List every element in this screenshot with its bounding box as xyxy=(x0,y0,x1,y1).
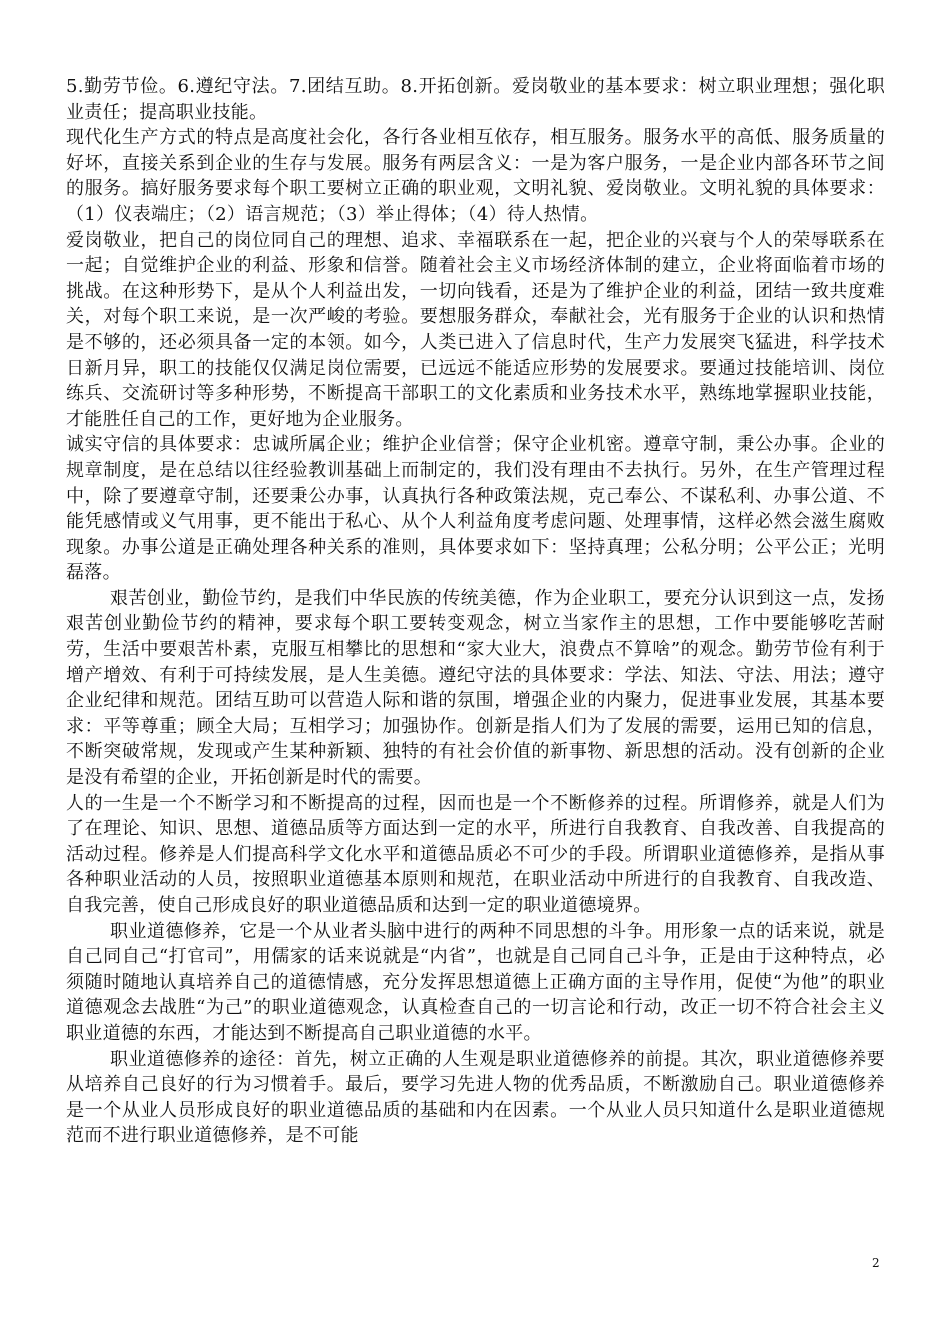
paragraph-3: 爱岗敬业，把自己的岗位同自己的理想、追求、幸福联系在一起，把企业的兴衰与个人的荣辱联系在一起；自觉维护企业的利益、形象和信誉。随着社会主义市场经济体制的建立，企业将面临着市场的挑战。在这种形势下，是从个人利益出发，一切向钱看，还是为了维护企业的利益，团结一致共度难关，对每个职工来说，是一次严峻的考验。要想服务群众，奉献社会，光有服务于企业的认识和热情是不够的，还必须具备一定的本领。如今，人类已进入了信息时代，生产力发展突飞猛进，科学技术日新月异，职工的技能仅仅满足岗位需要，已远远不能适应形势的发展要求。要通过技能培训、岗位练兵、交流研讨等多种形势，不断提高干部职工的文化素质和业务技术水平，熟练地掌握职业技能，才能胜任自己的工作，更好地为企业服务。 xyxy=(66,229,885,430)
paragraph-6: 人的一生是一个不断学习和不断提高的过程，因而也是一个不断修养的过程。所谓修养，就是人们为了在理论、知识、思想、道德品质等方面达到一定的水平，所进行自我教育、自我改善、自我提高的活动过程。修养是人们提高科学文化水平和道德品质必不可少的手段。所谓职业道德修养，是指从事各种职业活动的人员，按照职业道德基本原则和规范，在职业活动中所进行的自我教育、自我改造、自我完善，使自己形成良好的职业道德品质和达到一定的职业道德境界。 xyxy=(66,792,885,916)
document-page xyxy=(66,74,885,1149)
paragraph-1: 5.勤劳节俭。6.遵纪守法。7.团结互助。8.开拓创新。爱岗敬业的基本要求：树立职业理想；强化职业责任；提高职业技能。 xyxy=(66,76,885,123)
paragraph-8: 职业道德修养的途径：首先，树立正确的人生观是职业道德修养的前提。其次，职业道德修养要从培养自己良好的行为习惯着手。最后，要学习先进人物的优秀品质，不断激励自己。职业道德修养是一个从业人员形成良好的职业道德品质的基础和内在因素。一个从业人员只知道什么是职业道德规范而不进行职业道德修养，是不可能 xyxy=(66,1048,885,1147)
paragraph-7: 职业道德修养，它是一个从业者头脑中进行的两种不同思想的斗争。用形象一点的话来说，就是自己同自己“打官司”，用儒家的话来说就是“内省”，也就是自己同自己斗争，正是由于这种特点，必须随时随地认真培养自己的道德情感，充分发挥思想道德上正确方面的主导作用，促使“为他”的职业道德观念去战胜“为己”的职业道德观念，认真检查自己的一切言论和行动，改正一切不符合社会主义职业道德的东西，才能达到不断提高自己职业道德的水平。 xyxy=(66,920,885,1044)
paragraph-5: 艰苦创业，勤俭节约，是我们中华民族的传统美德，作为企业职工，要充分认识到这一点，发扬艰苦创业勤俭节约的精神，要求每个职工要转变观念，树立当家作主的思想，工作中要能够吃苦耐劳，生活中要艰苦朴素，克服互相攀比的思想和“家大业大，浪费点不算啥”的观念。勤劳节俭有利于增产增效、有利于可持续发展，是人生美德。遵纪守法的具体要求：学法、知法、守法、用法；遵守企业纪律和规范。团结互助可以营造人际和谐的氛围，增强企业的内聚力，促进事业发展，其基本要求：平等尊重；顾全大局；互相学习；加强协作。创新是指人们为了发展的需要，运用已知的信息，不断突破常规，发现或产生某种新颖、独特的有社会价值的新事物、新思想的活动。没有创新的企业是没有希望的企业，开拓创新是时代的需要。 xyxy=(66,587,885,789)
page-number: 2 xyxy=(872,1256,880,1270)
paragraph-4: 诚实守信的具体要求：忠诚所属企业；维护企业信誉；保守企业机密。遵章守制，秉公办事。企业的规章制度，是在总结以往经验教训基础上而制定的，我们没有理由不去执行。另外，在生产管理过程中，除了要遵章守制，还要秉公办事，认真执行各种政策法规，克己奉公、不谋私利、办事公道、不能凭感情或义气用事，更不能出于私心、从个人利益角度考虑问题、处理事情，这样必然会滋生腐败现象。办事公道是正确处理各种关系的准则，具体要求如下：坚持真理；公私分明；公平公正；光明磊落。 xyxy=(66,434,885,584)
paragraph-2: 现代化生产方式的特点是高度社会化，各行各业相互依存，相互服务。服务水平的高低、服务质量的好坏，直接关系到企业的生存与发展。服务有两层含义：一是为客户服务，一是企业内部各环节之间的服务。搞好服务要求每个职工要树立正确的职业观，文明礼貌、爱岗敬业。文明礼貌的具体要求：（1）仪表端庄；（2）语言规范；（3）举止得体；（4）待人热情。 xyxy=(66,127,885,225)
